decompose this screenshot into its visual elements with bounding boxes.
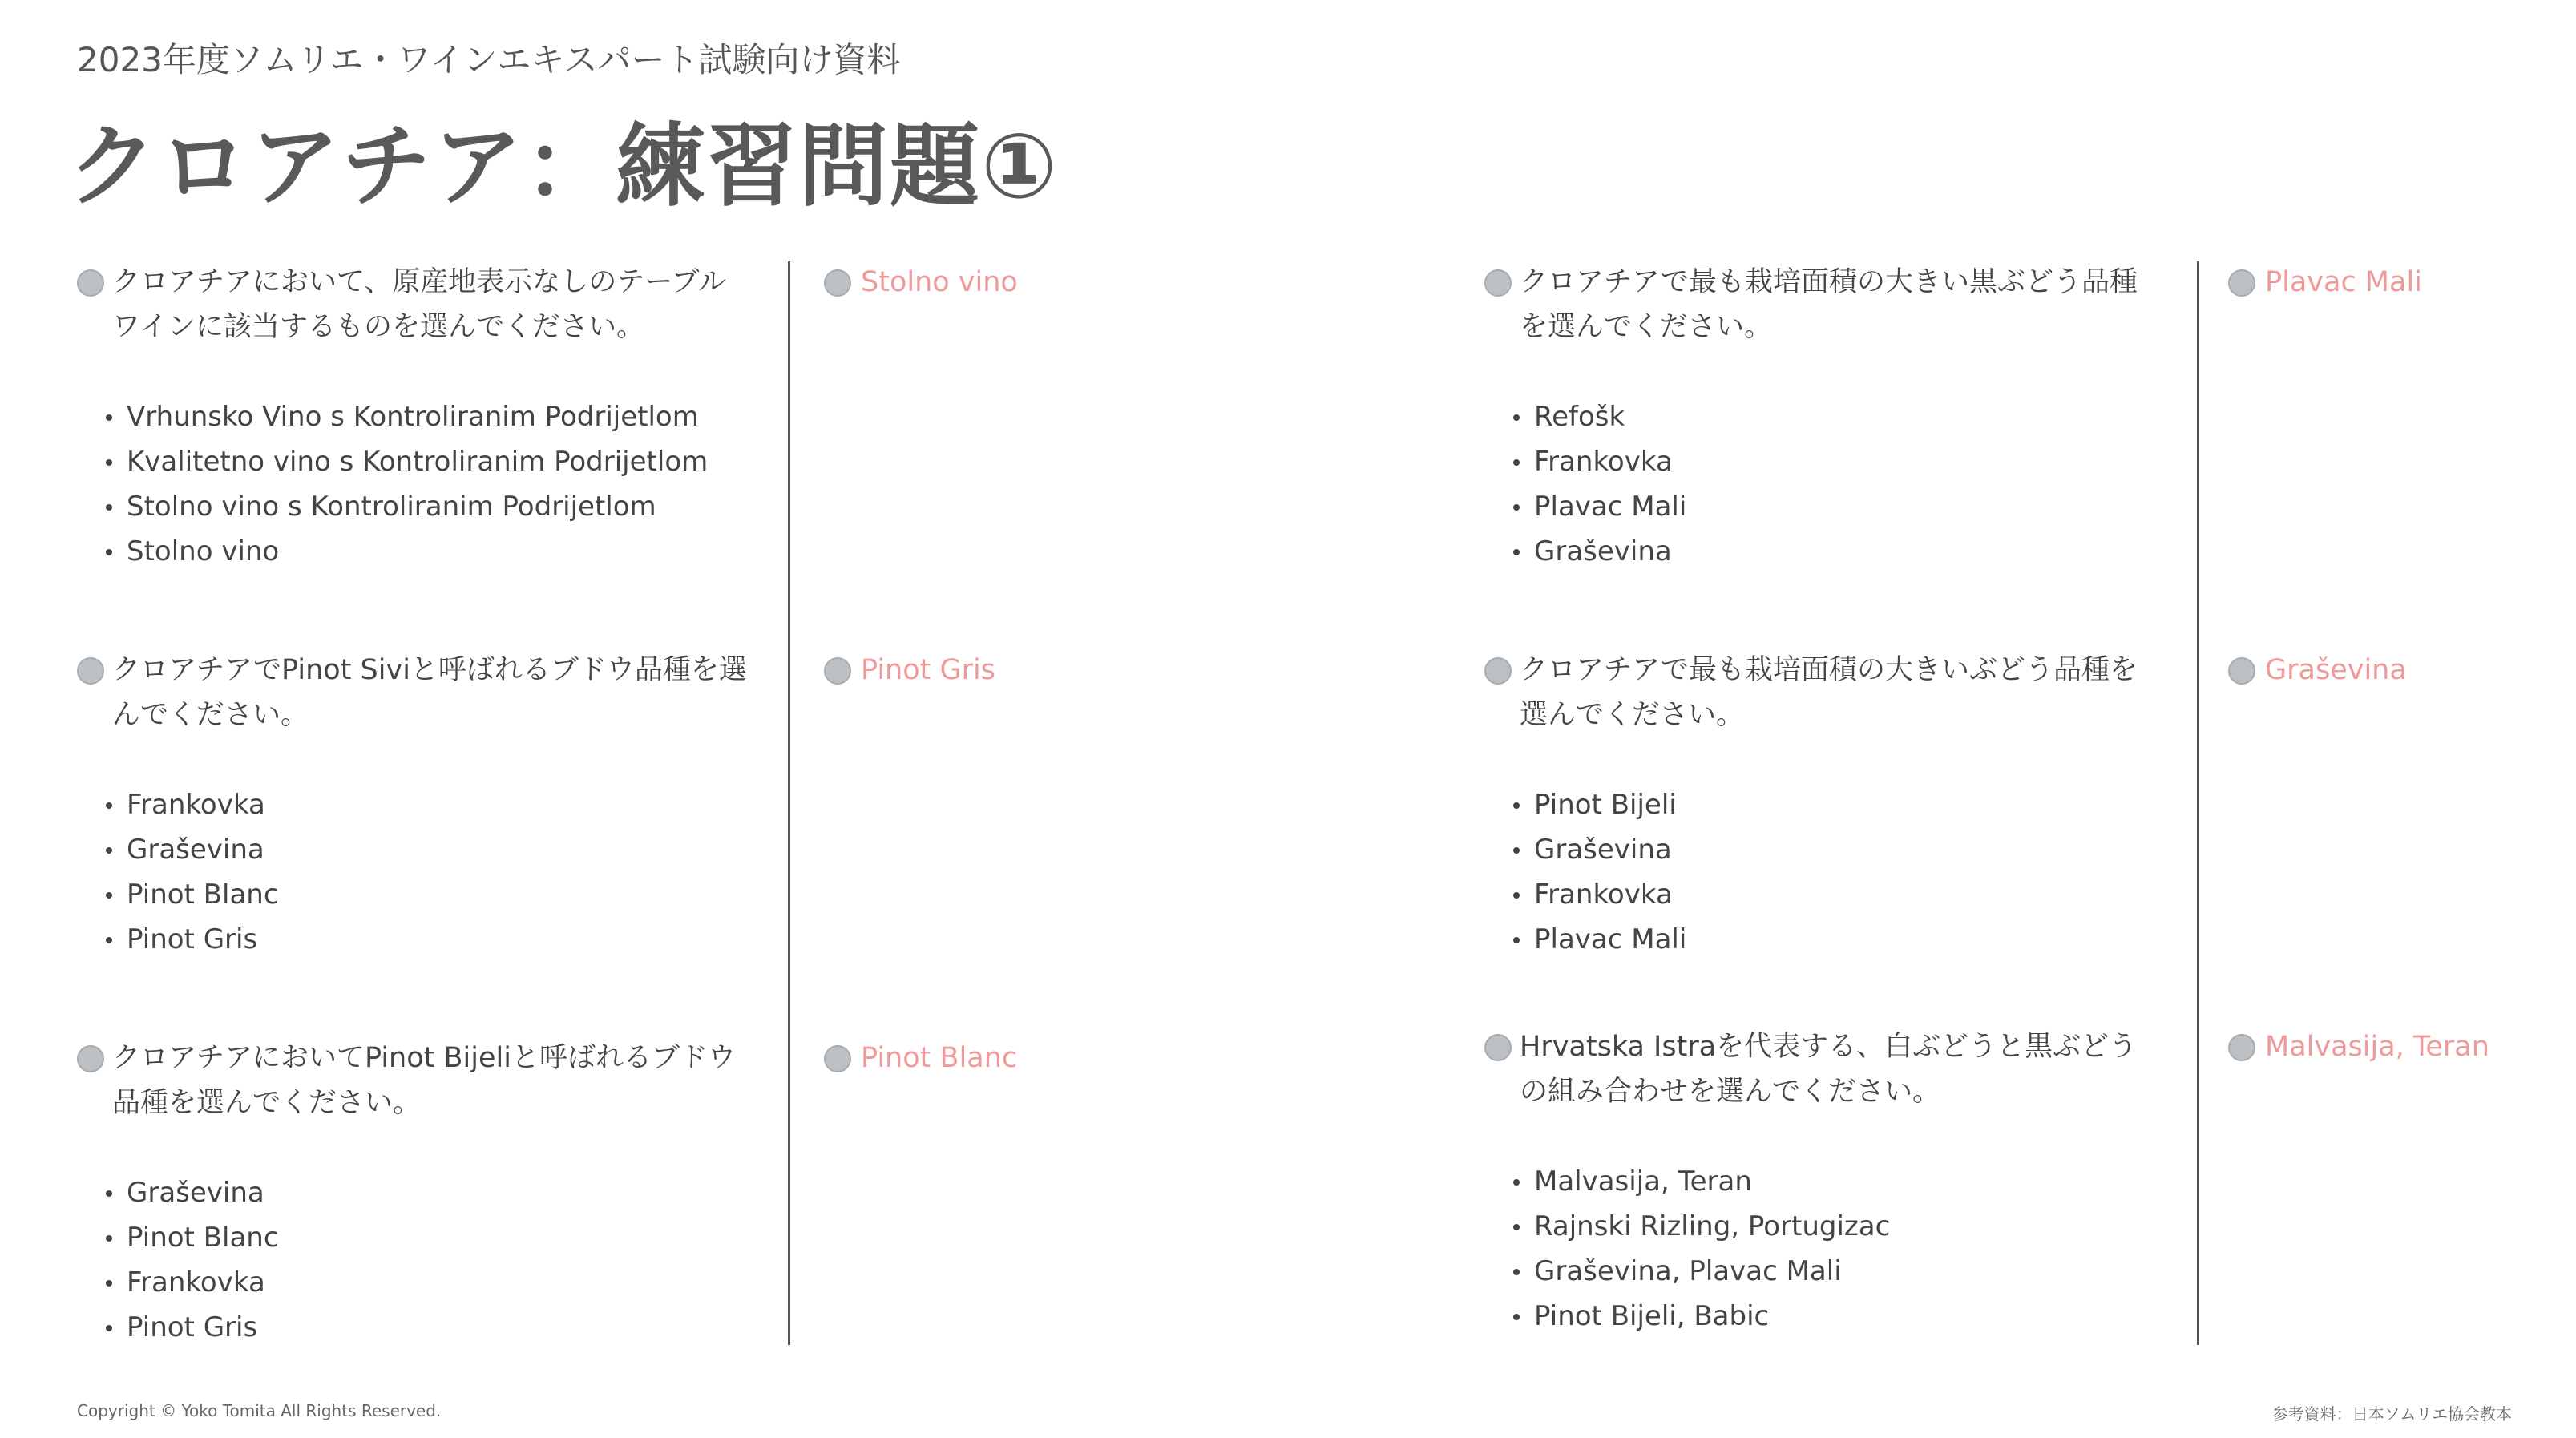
option-item: Graševina, Plavac Mali [1513, 1249, 2158, 1294]
left-column-divider [788, 261, 790, 1345]
circle-bullet-icon [77, 657, 104, 685]
question-heading [77, 648, 750, 737]
question-block-2 [77, 648, 750, 962]
circle-bullet-icon [77, 1045, 104, 1072]
circle-bullet-icon [824, 269, 851, 297]
question-heading [1484, 1024, 2158, 1114]
option-item: Pinot Bijeli, Babic [1513, 1294, 2158, 1339]
page-title: クロアチア：練習問題① [67, 115, 1059, 219]
answer-text: Malvasija, Teran [2265, 1031, 2489, 1063]
option-item: Frankovka [106, 1260, 750, 1305]
option-item: Graševina [1513, 827, 2158, 872]
option-item: Refošk [1513, 394, 2158, 439]
circle-bullet-icon [2228, 1034, 2255, 1061]
question-heading [1484, 648, 2158, 737]
circle-bullet-icon [2228, 657, 2255, 685]
option-list [77, 394, 750, 574]
circle-bullet-icon [824, 1045, 851, 1072]
circle-bullet-icon [824, 657, 851, 685]
answer-text: Plavac Mali [2265, 266, 2422, 298]
question-block-1 [77, 260, 750, 574]
question-block-3 [77, 1036, 750, 1350]
circle-bullet-icon [2228, 269, 2255, 297]
question-text: クロアチアで最も栽培面積の大きいぶどう品種を選んでください。 [1520, 654, 2138, 731]
option-item: Frankovka [1513, 439, 2158, 484]
question-block-5 [1484, 648, 2158, 962]
option-item: Pinot Gris [106, 1305, 750, 1350]
circle-bullet-icon [1484, 1034, 1512, 1061]
option-item: Pinot Blanc [106, 1215, 750, 1260]
question-text: クロアチアで最も栽培面積の大きい黒ぶどう品種を選んでください。 [1520, 266, 2138, 343]
option-item: Plavac Mali [1513, 484, 2158, 529]
copyright-notice: Copyright © Yoko Tomita All Rights Reserved. [77, 1401, 442, 1420]
question-text: クロアチアにおいて、原産地表示なしのテーブルワインに該当するものを選んでください。 [112, 266, 727, 343]
question-block-4 [1484, 260, 2158, 574]
circle-bullet-icon [77, 269, 104, 297]
answer-6 [2228, 1024, 2489, 1069]
answer-text: Graševina [2265, 654, 2407, 686]
option-item: Vrhunsko Vino s Kontroliranim Podrijetlom [106, 394, 750, 439]
question-block-6 [1484, 1024, 2158, 1339]
page-subtitle: 2023年度ソムリエ・ワインエキスパート試験向け資料 [77, 40, 901, 79]
option-item: Plavac Mali [1513, 917, 2158, 962]
circle-bullet-icon [1484, 657, 1512, 685]
option-item: Malvasija, Teran [1513, 1159, 2158, 1204]
option-item: Pinot Bijeli [1513, 782, 2158, 827]
answer-5 [2228, 648, 2407, 693]
right-column-divider [2197, 261, 2199, 1345]
question-text: クロアチアにおいてPinot Bijeliと呼ばれるブドウ品種を選んでください。 [112, 1042, 736, 1119]
question-heading [77, 1036, 750, 1125]
answer-3 [824, 1036, 1017, 1081]
option-item: Graševina [1513, 529, 2158, 574]
question-text: クロアチアでPinot Siviと呼ばれるブドウ品種を選んでください。 [112, 654, 747, 731]
question-text: Hrvatska Istraを代表する、白ぶどうと黒ぶどうの組み合わせを選んでください。 [1520, 1031, 2138, 1108]
option-list [1484, 394, 2158, 574]
option-item: Rajnski Rizling, Portugizac [1513, 1204, 2158, 1249]
option-item: Stolno vino s Kontroliranim Podrijetlom [106, 484, 750, 529]
reference-note: 参考資料：日本ソムリエ協会教本 [2271, 1404, 2512, 1424]
answer-text: Pinot Gris [861, 654, 995, 686]
option-list [77, 1170, 750, 1350]
option-list [1484, 782, 2158, 962]
option-item: Kvalitetno vino s Kontroliranim Podrijetlom [106, 439, 750, 484]
answer-2 [824, 648, 995, 693]
option-item: Pinot Gris [106, 917, 750, 962]
option-list [77, 782, 750, 962]
question-heading [1484, 260, 2158, 349]
option-item: Graševina [106, 827, 750, 872]
circle-bullet-icon [1484, 269, 1512, 297]
answer-text: Pinot Blanc [861, 1042, 1018, 1074]
option-item: Graševina [106, 1170, 750, 1215]
option-item: Frankovka [106, 782, 750, 827]
answer-1 [824, 260, 1018, 305]
option-item: Stolno vino [106, 529, 750, 574]
answer-4 [2228, 260, 2422, 305]
question-heading [77, 260, 750, 349]
answer-text: Stolno vino [861, 266, 1018, 298]
option-item: Pinot Blanc [106, 872, 750, 917]
option-item: Frankovka [1513, 872, 2158, 917]
option-list [1484, 1159, 2158, 1339]
